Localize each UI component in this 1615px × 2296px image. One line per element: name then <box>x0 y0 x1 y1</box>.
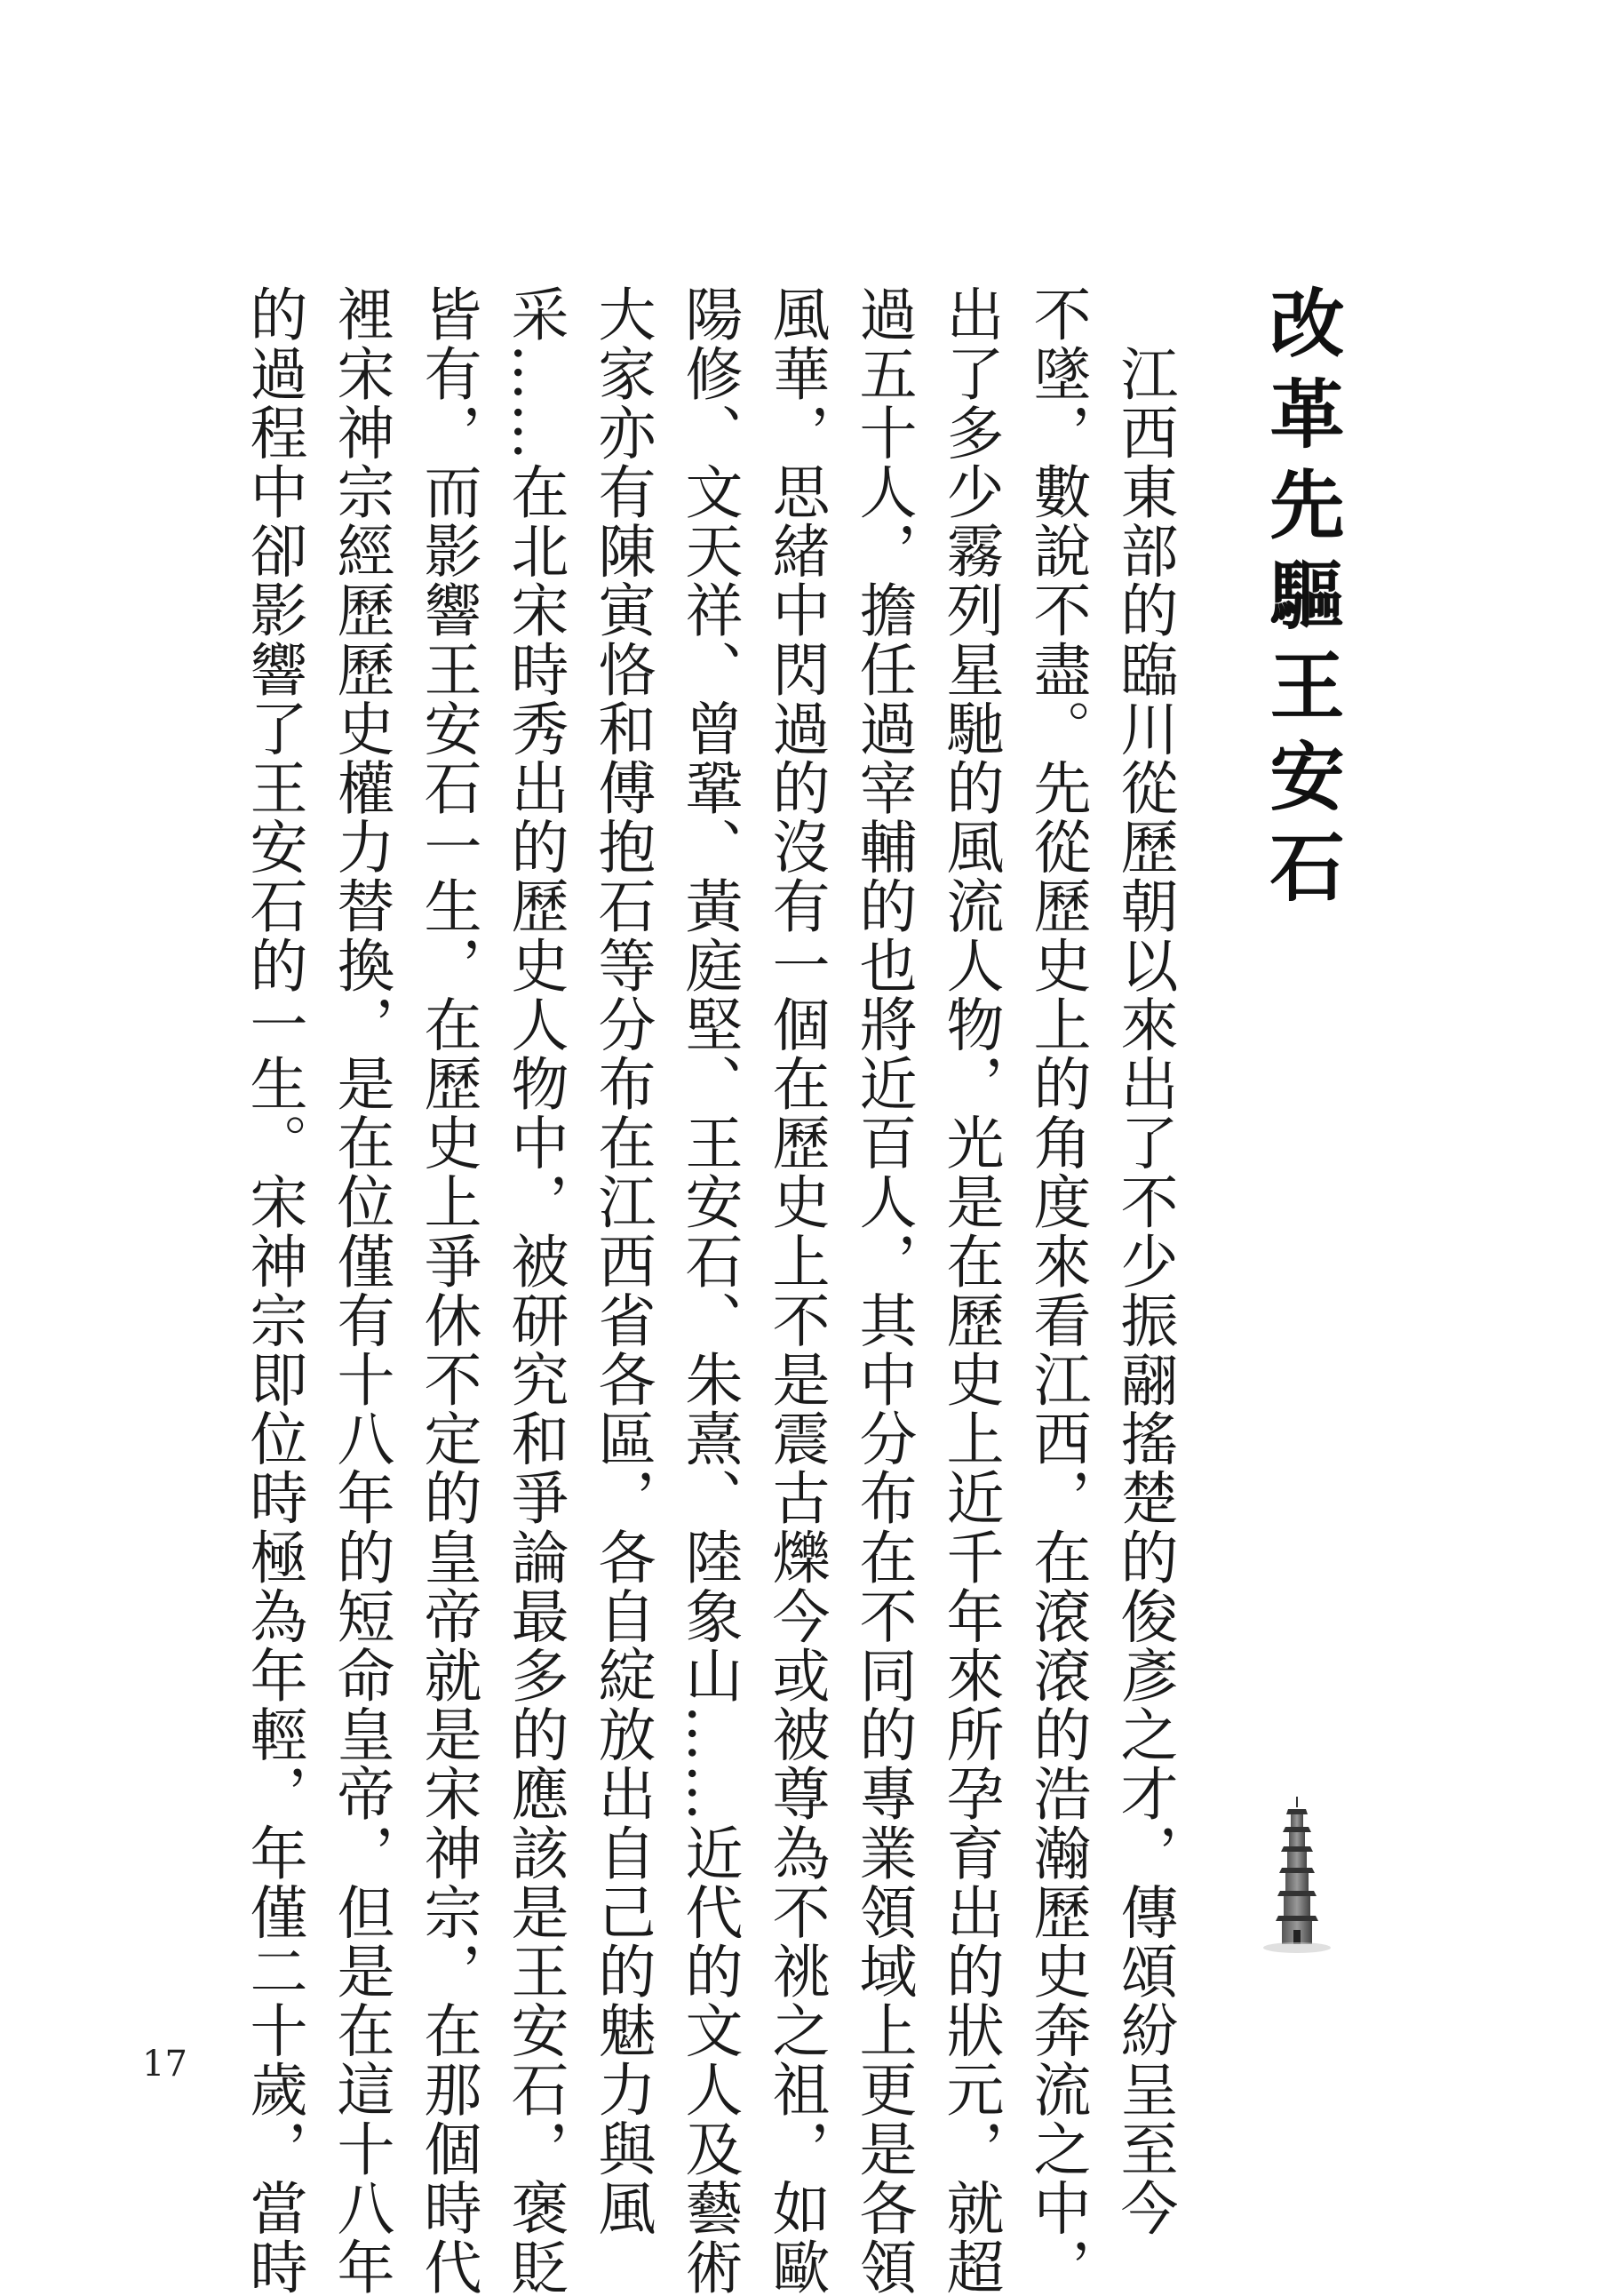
text-column-2: 不墜，數說不盡。先從歷史上的角度來看江西，在滾滾的浩瀚歷史奔流之中， <box>1023 284 1090 2296</box>
body-text <box>229 284 1187 2296</box>
text-column-9: 皆有，而影響王安石一生，在歷史上爭休不定的皇帝就是宋神宗，在那個時代 <box>414 284 481 2296</box>
text-column-10: 裡宋神宗經歷歷史權力替換，是在位僅有十八年的短命皇帝，但是在這十八年 <box>327 284 394 2296</box>
text-column-8: 采……在北宋時秀出的歷史人物中，被研究和爭論最多的應該是王安石，褒貶 <box>501 284 568 2296</box>
text-column-1: 江西東部的臨川從歷朝以來出了不少振翮搖楚的俊彥之才，傳頌紛呈至今 <box>1110 284 1177 2237</box>
pagoda-icon <box>1261 1795 1333 1955</box>
chapter-title: 改革先驅王安石 <box>1258 284 1345 919</box>
page-number: 17 <box>142 2044 187 2085</box>
text-column-3: 出了多少霧列星馳的風流人物，光是在歷史上近千年來所孕育出的狀元，就超 <box>936 284 1003 2296</box>
text-column-6: 陽修、文天祥、曾鞏、黃庭堅、王安石、朱熹、陸象山……近代的文人及藝術 <box>675 284 742 2296</box>
text-column-11: 的過程中卻影響了王安石的一生。宋神宗即位時極為年輕，年僅二十歲，當時 <box>240 284 306 2296</box>
text-column-4: 過五十人，擔任過宰輔的也將近百人，其中分布在不同的專業領域上更是各領 <box>849 284 916 2296</box>
text-column-5: 風華，思緒中閃過的沒有一個在歷史上不是震古爍今或被尊為不祧之祖，如歐 <box>762 284 829 2296</box>
text-column-7: 大家亦有陳寅恪和傅抱石等分布在江西省各區，各自綻放出自己的魅力與風 <box>588 284 655 2237</box>
